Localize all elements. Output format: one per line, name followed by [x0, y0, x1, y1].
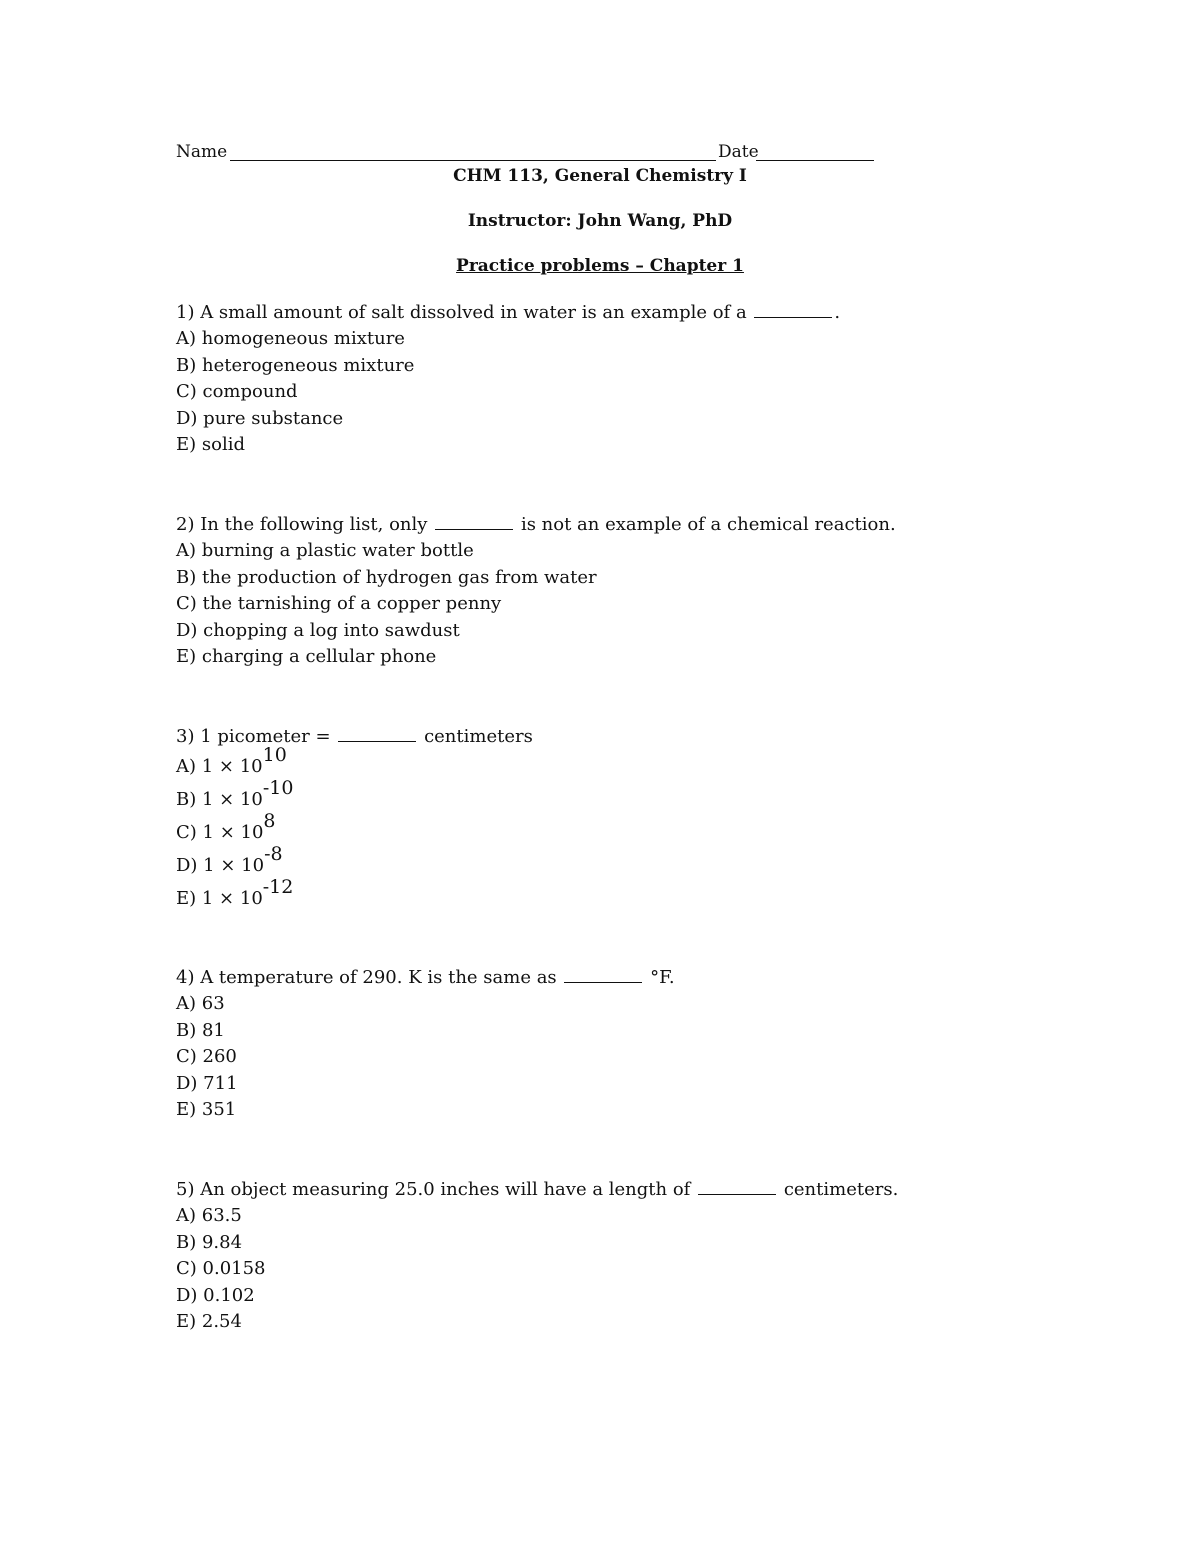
stem-tail: is not an example of a chemical reaction.: [520, 514, 896, 535]
worksheet-subtitle: [0, 256, 1200, 276]
option-d[interactable]: D) 0.102: [176, 1284, 255, 1306]
option-a[interactable]: A) 63: [176, 993, 225, 1014]
stem-tail: centimeters: [424, 726, 533, 747]
option-e[interactable]: E) 351: [176, 1099, 237, 1121]
option-a[interactable]: A) 63.5: [176, 1205, 242, 1226]
question-stem: [176, 723, 533, 750]
subtitle-text: Practice problems – Chapter 1: [456, 256, 744, 276]
question-3: [176, 723, 533, 915]
answer-blank: [435, 513, 513, 530]
name-label: Name: [176, 142, 228, 162]
option-c[interactable]: C) 260: [176, 1046, 237, 1068]
course-title: CHM 113, General Chemistry I: [453, 166, 747, 186]
answer-blank: [338, 725, 416, 742]
option-a[interactable]: A) burning a plastic water bottle: [176, 540, 474, 561]
stem-tail: °F.: [650, 967, 675, 988]
option-c[interactable]: [176, 810, 533, 849]
option-base: D) 1 × 10: [176, 855, 265, 876]
option-b[interactable]: B) 81: [176, 1019, 225, 1041]
option-base: A) 1 × 10: [176, 756, 263, 777]
option-base: E) 1 × 10: [176, 888, 263, 909]
option-b[interactable]: B) 9.84: [176, 1231, 243, 1253]
option-c[interactable]: C) the tarnishing of a copper penny: [176, 593, 502, 615]
option-e[interactable]: E) solid: [176, 434, 245, 456]
question-1: [176, 299, 840, 459]
stem-text: 3) 1 picometer =: [176, 726, 331, 747]
question-2: [176, 511, 896, 671]
name-field[interactable]: [230, 160, 716, 161]
name-date-line: [176, 142, 876, 166]
question-stem: [176, 511, 896, 538]
option-e[interactable]: E) 2.54: [176, 1311, 242, 1333]
stem-text: 5) An object measuring 25.0 inches will have a length of: [176, 1179, 691, 1200]
question-5: [176, 1176, 898, 1336]
stem-text: 2) In the following list, only: [176, 514, 428, 535]
question-4: [176, 964, 675, 1124]
option-c[interactable]: C) 0.0158: [176, 1258, 266, 1280]
option-d[interactable]: D) pure substance: [176, 407, 344, 429]
option-a[interactable]: [176, 744, 533, 783]
question-stem: [176, 299, 840, 326]
option-e[interactable]: E) charging a cellular phone: [176, 646, 437, 668]
option-base: B) 1 × 10: [176, 789, 263, 810]
instructor-line: Instructor: John Wang, PhD: [467, 211, 733, 231]
stem-tail: .: [834, 302, 841, 323]
option-e[interactable]: [176, 876, 533, 915]
option-exponent: 10: [262, 744, 287, 766]
question-stem: [176, 964, 675, 991]
date-field[interactable]: [756, 160, 874, 161]
answer-blank: [698, 1178, 776, 1195]
option-d[interactable]: D) chopping a log into sawdust: [176, 619, 460, 641]
option-b[interactable]: B) the production of hydrogen gas from water: [176, 566, 597, 588]
option-a[interactable]: A) homogeneous mixture: [176, 328, 405, 349]
option-base: C) 1 × 10: [176, 822, 264, 843]
option-exponent: -8: [264, 843, 283, 865]
option-d[interactable]: [176, 843, 533, 882]
stem-text: 1) A small amount of salt dissolved in water is an example of a: [176, 302, 747, 323]
stem-text: 4) A temperature of 290. K is the same as: [176, 967, 557, 988]
answer-blank: [564, 966, 642, 983]
option-exponent: -12: [262, 876, 294, 898]
stem-tail: centimeters.: [783, 1179, 899, 1200]
question-stem: [176, 1176, 898, 1203]
option-c[interactable]: C) compound: [176, 381, 298, 403]
option-b[interactable]: [176, 777, 533, 816]
date-label: Date: [718, 142, 759, 162]
option-d[interactable]: D) 711: [176, 1072, 238, 1094]
option-b[interactable]: B) heterogeneous mixture: [176, 354, 415, 376]
option-exponent: -10: [262, 777, 294, 799]
answer-blank: [754, 301, 832, 318]
option-exponent: 8: [263, 810, 276, 832]
